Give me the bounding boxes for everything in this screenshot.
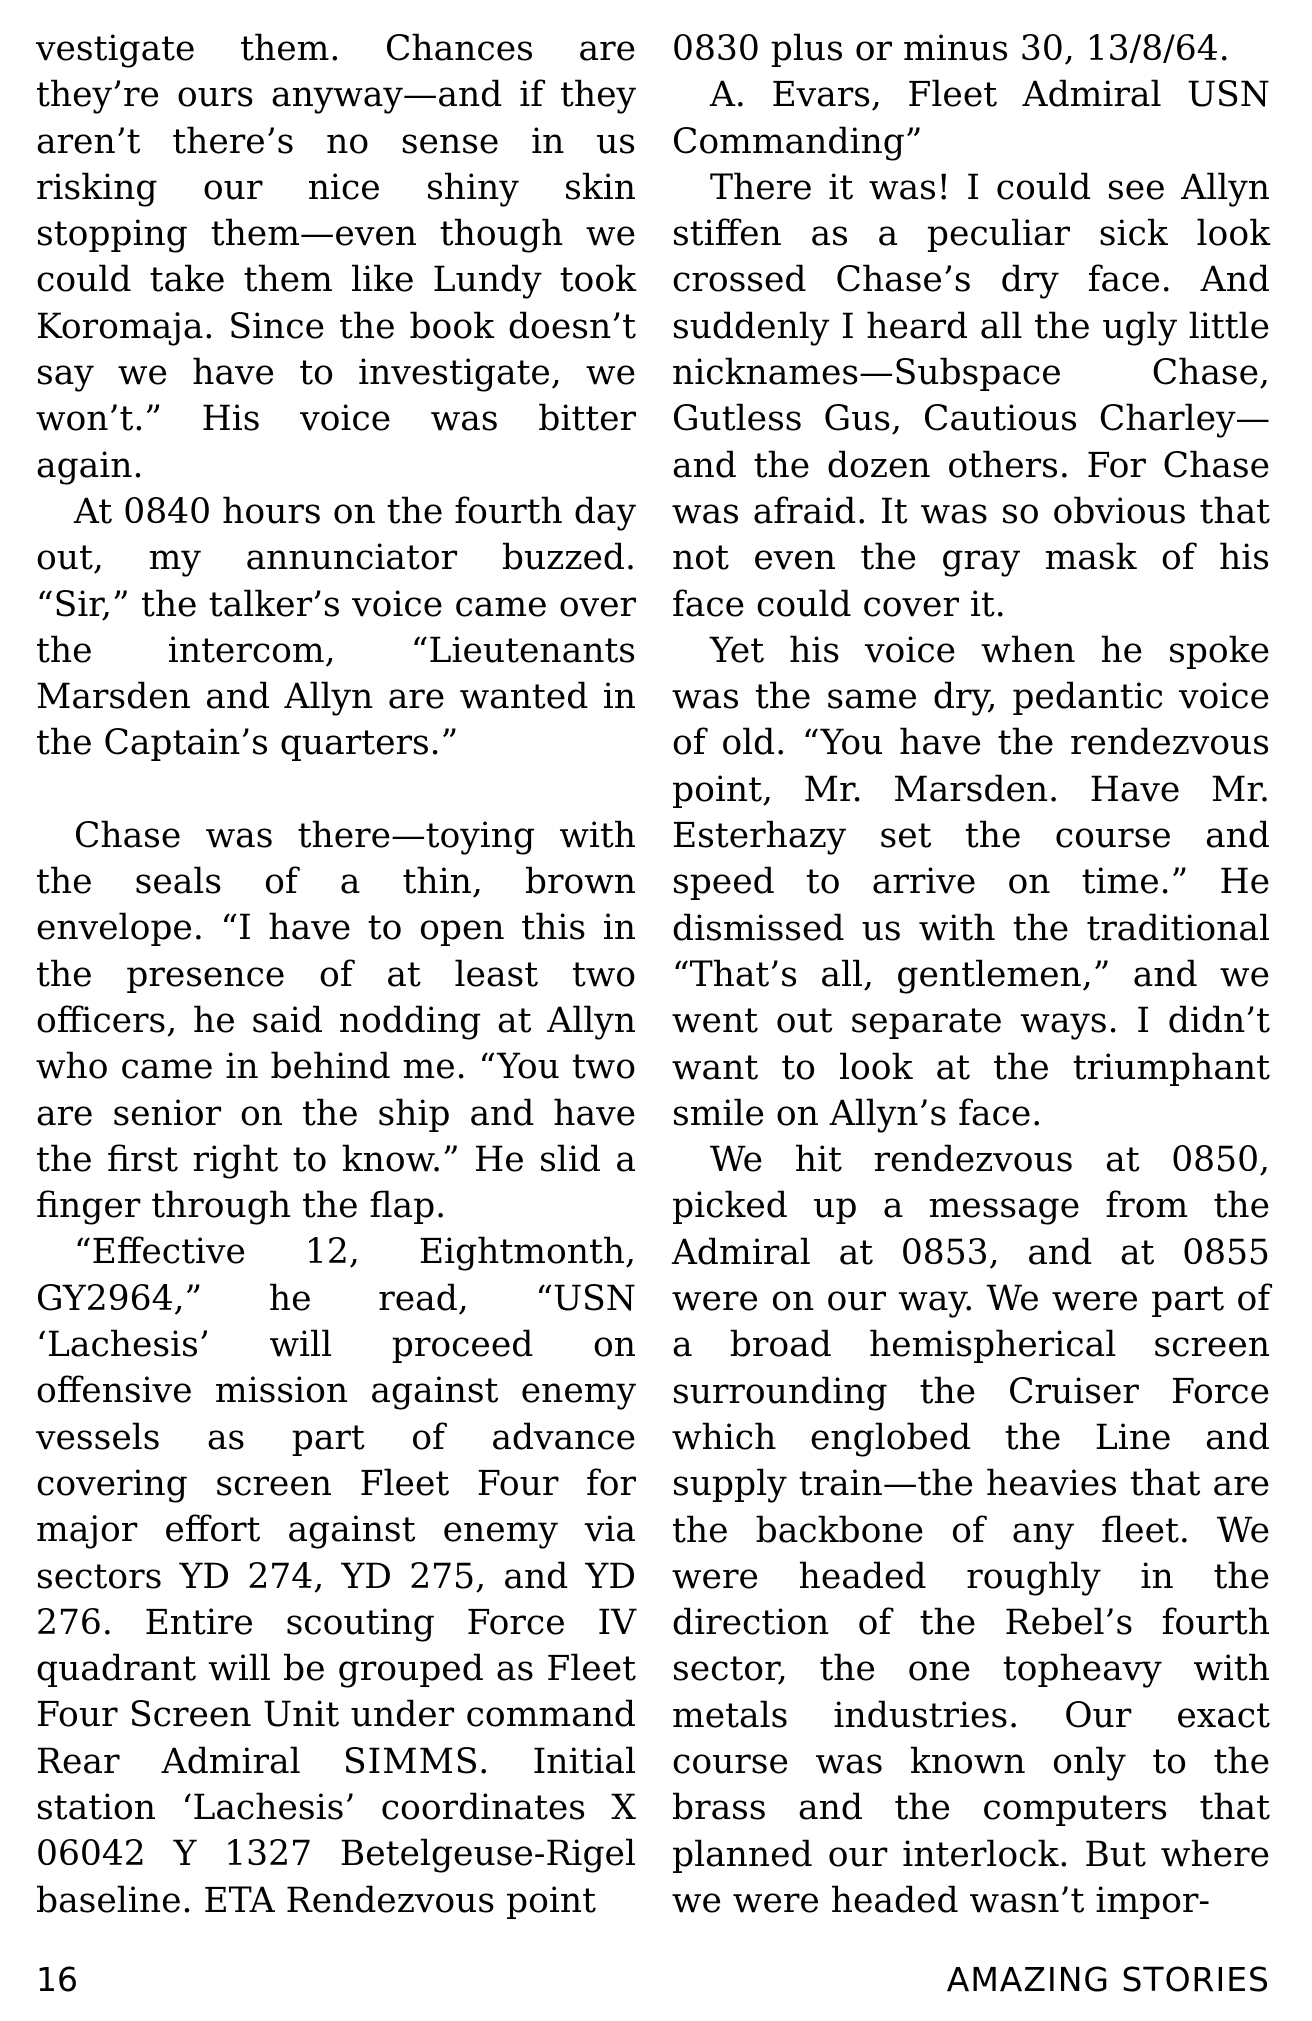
paragraph: There it was! I could see Allyn stiffen as a peculiar sick look crossed Chase’s dry face. And suddenly I heard all the ugly little nicknames—Subspace Chase, Gutless Gus, Cautious Charley—and the dozen others. For Chase was afraid. It was so obvious that not even the gray mask of his face could cover it. (672, 167, 1270, 625)
paragraph-text: “Effective 12, Eightmonth, GY2964,” he read, “USN ‘Lachesis’ will proceed on offensive mission against enemy vessels as part of advance covering screen Fleet Four for major effort against enemy via sectors YD 274, YD 275, and YD 276. Entire scouting Force IV quadrant will be grouped as Fleet Four Screen Unit under command Rear Admiral (36, 1232, 636, 1782)
page-footer (36, 1960, 1270, 2010)
left-column (36, 26, 636, 1924)
paragraph: We hit rendezvous at 0850, picked up a message from the Admiral at 0853, and at 0855 were on our way. We were part of a broad hemispherical screen surrounding the Cruiser Force which englobed the Line and supply train—the heavies that are the backbone of any fleet. We were headed roughly in the direction of the Rebel’s fourth sector, the one topheavy with metals industries. Our exact course was known only to the brass and the computers that planned our interlock. But where we were headed wasn’t impor- (672, 1140, 1270, 1921)
running-title: AMAZING STORIES (946, 1960, 1270, 1999)
admiral-name: SIMMS. (342, 1741, 491, 1782)
paragraph: Yet his voice when he spoke was the same dry, pedantic voice of old. “You have the rendezvous point, Mr. Marsden. Have Mr. Esterhazy set the course and speed to arrive on time.” He dismissed us with the traditional “That’s all, gentlemen,” and we went out separate ways. I didn’t want to look at the triumphant smile on Allyn’s face. (672, 630, 1270, 1134)
paragraph: A. Evars, Fleet Admiral USN Commanding” (672, 75, 1270, 162)
page-number: 16 (36, 1960, 78, 1999)
paragraph: Chase was there—toying with the seals of a thin, brown envelope. “I have to open this in the presence of at least two officers, he said nodding at Allyn who came in behind me. “You two are senior on the ship and have the first right to know.” He slid a finger through the flap. (36, 815, 636, 1227)
right-column (672, 26, 1270, 1924)
paragraph: vestigate them. Chances are they’re ours anyway—and if they aren’t there’s no sense in us risking our nice shiny skin stopping them—even though we could take them like Lundy took Koromaja. Since the book doesn’t say we have to investigate, we won’t.” His voice was bitter again. (36, 29, 636, 486)
paragraph: 0830 plus or minus 30, 13/8/64. (672, 29, 1230, 69)
paragraph (36, 1229, 636, 1923)
paragraph-text: Initial station ‘Lachesis’ coordinates X 06042 Y 1327 Betelgeuse-Rigel baseline. ETA Rendezvous point (36, 1741, 637, 1921)
paragraph: At 0840 hours on the fourth day out, my annunciator buzzed. “Sir,” the talker’s voice came over the intercom, “Lieutenants Marsden and Allyn are wanted in the Captain’s quarters.” (36, 491, 636, 764)
